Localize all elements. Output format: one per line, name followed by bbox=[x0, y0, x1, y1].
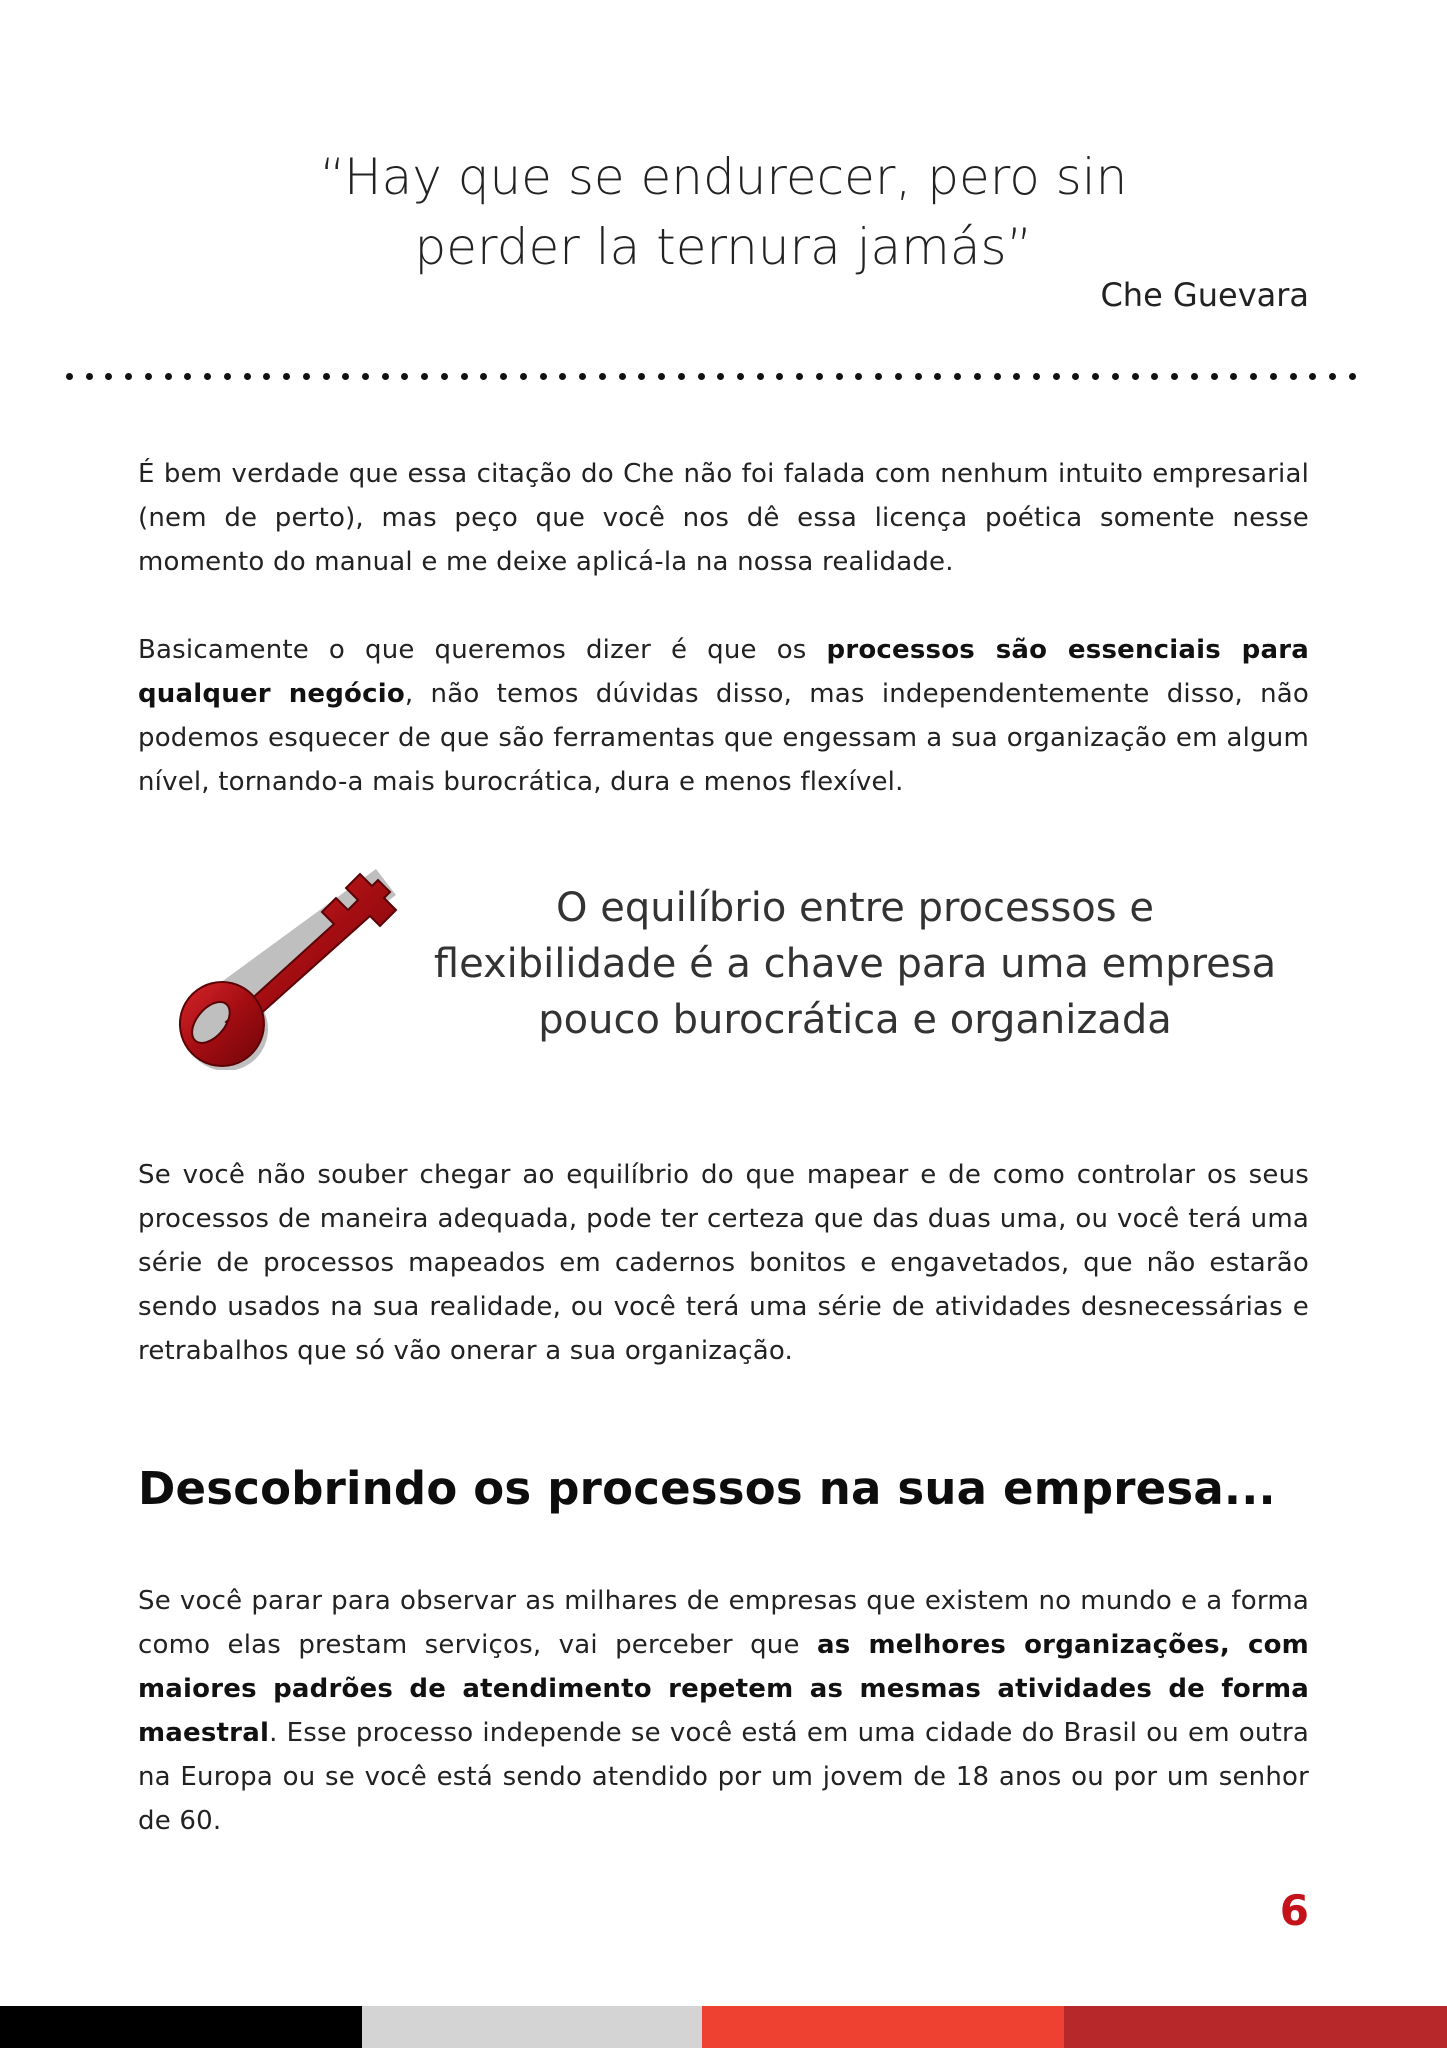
divider-dot bbox=[796, 373, 803, 380]
divider-dot bbox=[1112, 373, 1119, 380]
footer-segment-3 bbox=[702, 2006, 1064, 2048]
divider-dot bbox=[619, 373, 626, 380]
divider-dot bbox=[1151, 373, 1158, 380]
callout-line-2: flexibilidade é a chave para uma empresa bbox=[433, 941, 1277, 987]
paragraph-2-text-a: Basicamente o que queremos dizer é que os bbox=[138, 635, 827, 665]
divider-dot bbox=[184, 373, 191, 380]
footer-color-bar bbox=[0, 2006, 1447, 2048]
divider-dot bbox=[66, 373, 73, 380]
divider-dot bbox=[105, 373, 112, 380]
divider-dot bbox=[1250, 373, 1257, 380]
quote-line-1: “Hay que se endurecer, pero sin bbox=[319, 148, 1128, 206]
divider-dot bbox=[776, 373, 783, 380]
footer-segment-2 bbox=[362, 2006, 702, 2048]
divider-dot bbox=[836, 373, 843, 380]
divider-dot bbox=[303, 373, 310, 380]
divider-dot bbox=[263, 373, 270, 380]
divider-dot bbox=[224, 373, 231, 380]
divider-dot bbox=[737, 373, 744, 380]
divider-dot bbox=[165, 373, 172, 380]
divider-dot bbox=[1013, 373, 1020, 380]
divider-dot bbox=[362, 373, 369, 380]
divider-dot bbox=[599, 373, 606, 380]
quote-line-2: perder la ternura jamás” bbox=[414, 218, 1033, 276]
divider-dot bbox=[1191, 373, 1198, 380]
divider-dot bbox=[1072, 373, 1079, 380]
divider-dot bbox=[1349, 373, 1356, 380]
divider-dot bbox=[1230, 373, 1237, 380]
page-number: 6 bbox=[1279, 1886, 1309, 1935]
dotted-divider bbox=[66, 369, 1356, 383]
divider-dot bbox=[816, 373, 823, 380]
divider-dot bbox=[875, 373, 882, 380]
divider-dot bbox=[204, 373, 211, 380]
divider-dot bbox=[1033, 373, 1040, 380]
paragraph-2-bold: processos são essenciais para qualquer negócio bbox=[138, 635, 1309, 709]
divider-dot bbox=[855, 373, 862, 380]
paragraph-3: Se você não souber chegar ao equilíbrio do que mapear e de como controlar os seus processos de maneira adequada, pode ter certeza que das duas uma, ou você terá uma série de processos mapeados em cadernos bonitos e engavetados, que não estarão sendo usados na sua realidade, ou você terá uma série de atividades desnecessárias e retrabalhos que só vão onerar a sua organização. bbox=[138, 1160, 1309, 1366]
divider-dot bbox=[658, 373, 665, 380]
divider-dot bbox=[1132, 373, 1139, 380]
callout-line-3: pouco burocrática e organizada bbox=[538, 997, 1172, 1043]
footer-segment-4 bbox=[1064, 2006, 1447, 2048]
divider-dot bbox=[638, 373, 645, 380]
paragraph-4-text-a: Se você parar para observar as milhares de empresas que existem no mundo e a forma como elas prestam serviços, vai perceber que bbox=[138, 1586, 1309, 1660]
divider-dot bbox=[323, 373, 330, 380]
divider-dot bbox=[244, 373, 251, 380]
paragraph-1: É bem verdade que essa citação do Che não foi falada com nenhum intuito empresarial (nem de perto), mas peço que você nos dê essa licença poética somente nesse momento do manual e me deixe aplicá-la na nossa realidade. bbox=[138, 459, 1309, 577]
divider-dot bbox=[441, 373, 448, 380]
paragraph-2 bbox=[138, 628, 1309, 804]
divider-dot bbox=[757, 373, 764, 380]
section-heading: Descobrindo os processos na sua empresa... bbox=[138, 1462, 1276, 1515]
divider-dot bbox=[698, 373, 705, 380]
divider-dot bbox=[125, 373, 132, 380]
divider-dot bbox=[461, 373, 468, 380]
divider-dot bbox=[145, 373, 152, 380]
quote-block bbox=[0, 142, 1447, 282]
divider-dot bbox=[283, 373, 290, 380]
divider-dot bbox=[86, 373, 93, 380]
divider-dot bbox=[401, 373, 408, 380]
callout-text bbox=[430, 880, 1280, 1048]
divider-dot bbox=[520, 373, 527, 380]
divider-dot bbox=[480, 373, 487, 380]
divider-dot bbox=[895, 373, 902, 380]
paragraph-2-text-b: , não temos dúvidas disso, mas independentemente disso, não podemos esquecer de que são ferramentas que engessam a sua organização em algum nível, tornando-a mais burocrática, dura e menos flexível. bbox=[138, 679, 1309, 797]
divider-dot bbox=[342, 373, 349, 380]
divider-dot bbox=[421, 373, 428, 380]
divider-dot bbox=[1309, 373, 1316, 380]
divider-dot bbox=[678, 373, 685, 380]
footer-segment-1 bbox=[0, 2006, 362, 2048]
divider-dot bbox=[540, 373, 547, 380]
divider-dot bbox=[579, 373, 586, 380]
divider-dot bbox=[1171, 373, 1178, 380]
divider-dot bbox=[974, 373, 981, 380]
paragraph-4 bbox=[138, 1579, 1309, 1843]
divider-dot bbox=[1290, 373, 1297, 380]
divider-dot bbox=[1092, 373, 1099, 380]
divider-dot bbox=[954, 373, 961, 380]
callout-line-1: O equilíbrio entre processos e bbox=[556, 885, 1154, 931]
divider-dot bbox=[559, 373, 566, 380]
divider-dot bbox=[1270, 373, 1277, 380]
key-icon bbox=[170, 860, 410, 1070]
paragraph-4-text-b: . Esse processo independe se você está em uma cidade do Brasil ou em outra na Europa ou se você está sendo atendido por um jovem de 18 anos ou por um senhor de 60. bbox=[138, 1718, 1309, 1836]
divider-dot bbox=[1053, 373, 1060, 380]
divider-dot bbox=[500, 373, 507, 380]
divider-dot bbox=[994, 373, 1001, 380]
divider-dot bbox=[1211, 373, 1218, 380]
divider-dot bbox=[717, 373, 724, 380]
divider-dot bbox=[1329, 373, 1336, 380]
divider-dot bbox=[915, 373, 922, 380]
divider-dot bbox=[934, 373, 941, 380]
divider-dot bbox=[382, 373, 389, 380]
quote-author: Che Guevara bbox=[1100, 276, 1309, 314]
paragraph-4-bold: as melhores organizações, com maiores padrões de atendimento repetem as mesmas atividades de forma maestral bbox=[138, 1630, 1309, 1748]
